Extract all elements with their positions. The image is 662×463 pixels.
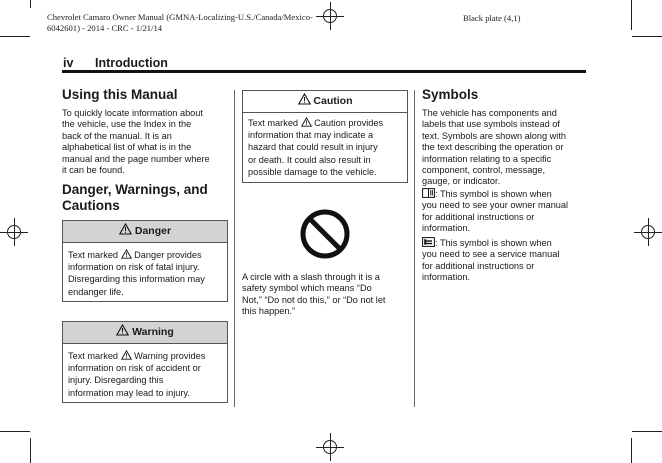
text-line: manual and the page number where	[62, 153, 210, 164]
text-fragment: Text marked	[68, 250, 119, 260]
text-line: for additional instructions or	[422, 260, 535, 271]
print-metadata-line1: Chevrolet Camaro Owner Manual (GMNA-Localizing-U.S./Canada/Mexico-	[47, 12, 313, 22]
text-line: injury. Disregarding this	[68, 375, 164, 386]
text-line: information on risk of accident or	[68, 363, 201, 374]
print-metadata	[47, 12, 337, 34]
text-line: labels that use symbols instead of	[422, 119, 560, 130]
text-line: safety symbol which means “Do	[242, 283, 372, 294]
owner-manual-symbol-text	[422, 188, 592, 235]
symbols-heading: Symbols	[422, 87, 479, 102]
heading-line: Danger, Warnings, and	[62, 182, 208, 197]
heading-line: Cautions	[62, 198, 120, 213]
text-line: Not,” “Do not do this,” or “Do not let	[242, 294, 386, 305]
text-line	[68, 249, 222, 261]
danger-box-header	[63, 221, 227, 243]
text-line: gauge, or indicator.	[422, 176, 501, 187]
warning-triangle-icon	[121, 350, 132, 360]
text-line	[422, 237, 592, 249]
text-fragment: : This symbol is shown when	[435, 238, 552, 248]
text-line: A circle with a slash through it is a	[242, 272, 380, 282]
text-line: the vehicle, use the Index in the	[62, 119, 192, 130]
warning-triangle-icon	[116, 324, 129, 336]
text-line: information on risk of fatal injury.	[68, 262, 200, 273]
caution-box-title: Caution	[313, 95, 353, 107]
danger-box-title: Danger	[134, 225, 172, 237]
warning-triangle-icon	[121, 249, 132, 259]
text-line: information.	[422, 272, 471, 283]
using-manual-heading: Using this Manual	[62, 87, 178, 102]
text-line: text. Symbols are shown along with	[422, 130, 567, 141]
section-title: Introduction	[95, 56, 168, 70]
text-line: possible damage to the vehicle.	[248, 166, 377, 177]
text-line: endanger life.	[68, 286, 124, 297]
text-fragment: : This symbol is shown when	[435, 189, 552, 199]
page-number: iv	[63, 56, 74, 70]
owner-manual-book-icon	[422, 188, 435, 198]
black-plate-label: Black plate (4,1)	[463, 13, 521, 23]
print-metadata-line2: 6042601) - 2014 - CRC - 1/21/14	[47, 23, 163, 33]
warning-triangle-icon	[119, 223, 132, 235]
text-line	[248, 117, 402, 129]
text-line	[422, 188, 592, 200]
text-line: hazard that could result in injury	[248, 142, 378, 153]
caution-box	[242, 90, 408, 183]
warning-triangle-icon	[298, 93, 311, 105]
text-line: information relating to a specific	[422, 153, 552, 164]
text-line: this happen.”	[242, 306, 296, 317]
text-line: back of the manual. It is an	[62, 130, 172, 141]
registration-mark-left	[4, 222, 24, 242]
warning-box-header	[63, 322, 227, 344]
column-divider-1	[234, 90, 235, 407]
text-line: or death. It could also result in	[248, 154, 371, 165]
text-line: information may lead to injury.	[68, 387, 190, 398]
text-line: component, control, message,	[422, 165, 546, 176]
text-line: you need to see your owner manual	[422, 200, 569, 211]
circle-slash-icon	[299, 208, 351, 260]
warning-box-title: Warning	[132, 326, 174, 338]
text-line: To quickly locate information about	[62, 108, 203, 118]
warning-box-body	[63, 344, 227, 403]
text-line: The vehicle has components and	[422, 108, 557, 118]
registration-mark-right	[638, 222, 658, 242]
caution-box-body	[243, 113, 407, 182]
text-fragment: Text marked	[68, 351, 119, 361]
text-fragment: Text marked	[248, 118, 299, 128]
caution-box-header	[243, 91, 407, 113]
danger-warnings-heading	[62, 182, 208, 214]
text-line	[68, 350, 222, 362]
service-manual-icon	[422, 237, 435, 247]
text-line: information.	[422, 223, 471, 234]
text-line: the text describing the operation or	[422, 142, 564, 153]
warning-triangle-icon	[301, 117, 312, 127]
text-fragment: Caution provides	[314, 118, 384, 128]
text-line: it can be found.	[62, 165, 125, 176]
registration-mark-bottom	[320, 437, 340, 457]
text-line: Disregarding this information may	[68, 274, 205, 285]
header-rule	[62, 70, 586, 73]
symbols-text	[422, 108, 592, 188]
circle-slash-text	[242, 272, 412, 318]
warning-box	[62, 321, 228, 403]
text-line: information that may indicate a	[248, 130, 374, 141]
text-line: you need to see a service manual	[422, 249, 560, 260]
column-divider-2	[414, 90, 415, 407]
danger-box-body	[63, 243, 227, 302]
service-manual-symbol-text	[422, 237, 592, 284]
using-manual-text	[62, 108, 232, 176]
danger-box	[62, 220, 228, 302]
text-line: for additional instructions or	[422, 211, 535, 222]
text-line: alphabetical list of what is in the	[62, 142, 192, 153]
text-fragment: Warning provides	[134, 351, 206, 361]
text-fragment: Danger provides	[134, 250, 202, 260]
